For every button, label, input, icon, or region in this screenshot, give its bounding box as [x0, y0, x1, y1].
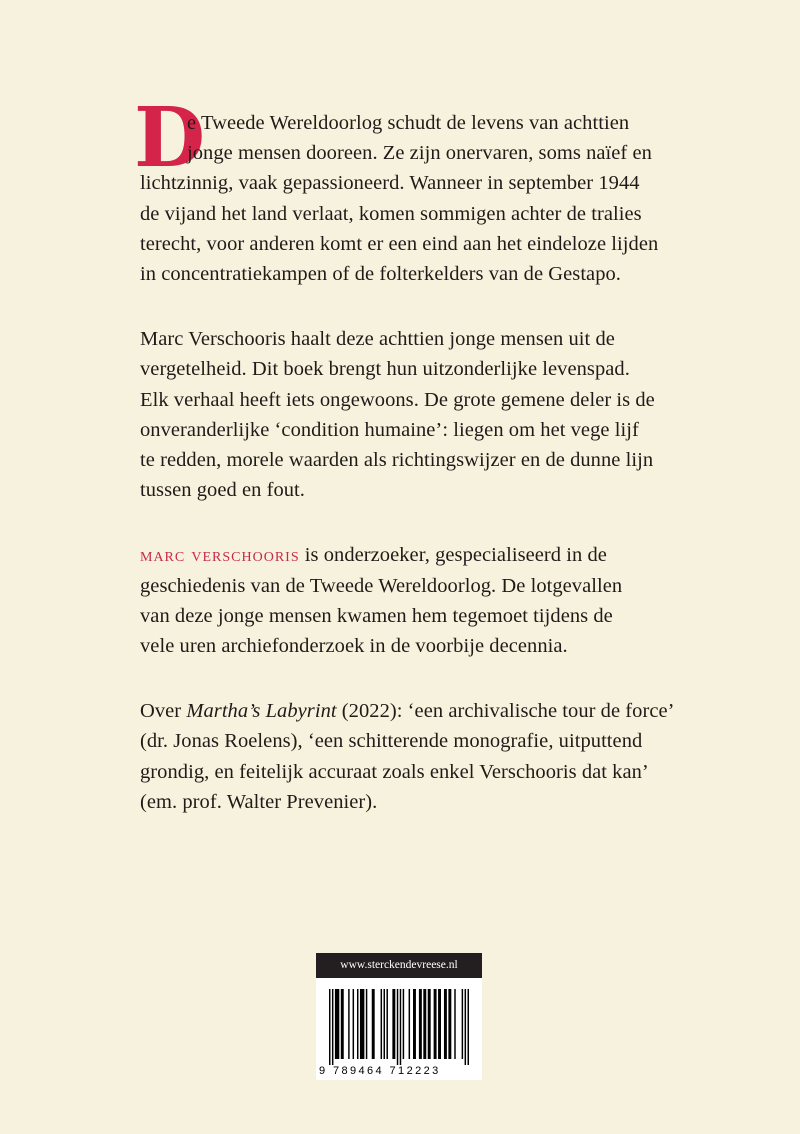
reviews-first-line	[140, 696, 700, 726]
isbn-digits: 9 789464 712223	[319, 1065, 441, 1077]
barcode-bar	[465, 989, 466, 1065]
barcode-bar	[419, 989, 422, 1059]
author-bio-line: vele uren archiefonderzoek in de voorbije decennia.	[140, 635, 568, 658]
intro-line: jonge mensen dooreen. Ze zijn onervaren, soms naïef en	[187, 142, 652, 165]
isbn-barcode	[329, 989, 469, 1065]
barcode-bar	[428, 989, 431, 1059]
barcode-bar	[384, 989, 385, 1059]
intro-line: lichtzinnig, vaak gepassioneerd. Wanneer in september 1944	[140, 172, 640, 195]
summary-line: Marc Verschooris haalt deze achttien jonge mensen uit de	[140, 328, 615, 351]
barcode-bar	[360, 989, 364, 1059]
barcode-bar	[329, 989, 330, 1065]
author-name: marc verschooris	[140, 544, 300, 567]
reviews-first-line-rest: (2022): ‘een archivalische tour de force’	[336, 700, 675, 723]
summary-line: vergetelheid. Dit boek brengt hun uitzonderlijke levenspad.	[140, 358, 630, 381]
barcode-bar	[444, 989, 447, 1059]
barcode-bar	[386, 989, 387, 1059]
barcode-bar	[468, 989, 469, 1065]
previous-book-title: Martha’s Labyrint	[186, 700, 337, 723]
barcode-bar	[366, 989, 367, 1059]
barcode-bar	[397, 989, 398, 1065]
intro-line: e Tweede Wereldoorlog schudt de levens van achttien	[187, 112, 630, 134]
reviews-line: (em. prof. Walter Prevenier).	[140, 790, 378, 813]
barcode-bar	[403, 989, 404, 1059]
summary-line: te redden, morele waarden als richtingswijzer en de dunne lijn	[140, 449, 654, 472]
barcode-bar	[341, 989, 344, 1059]
barcode-bar	[400, 989, 401, 1065]
author-bio-line: geschiedenis van de Tweede Wereldoorlog. De lotgevallen	[140, 574, 623, 597]
barcode-bar	[372, 989, 375, 1059]
intro-line: de vijand het land verlaat, komen sommigen achter de tralies	[140, 202, 642, 225]
barcode-bar	[409, 989, 410, 1059]
drop-cap: D	[134, 90, 206, 186]
summary-paragraph	[140, 324, 700, 505]
summary-line: tussen goed en fout.	[140, 479, 305, 502]
blurb-text	[140, 108, 700, 852]
summary-line: onveranderlijke ‘condition humaine’: liegen om het vege lijf	[140, 418, 639, 441]
reviews-prefix: Over	[140, 700, 187, 723]
reviews-line: (dr. Jonas Roelens), ‘een schitterende monografie, uitputtend	[140, 730, 643, 753]
barcode-panel	[316, 953, 482, 1080]
barcode-bar	[357, 989, 358, 1059]
reviews-line: grondig, en feitelijk accuraat zoals enkel Verschooris dat kan’	[140, 760, 649, 783]
barcode-bar	[448, 989, 451, 1059]
reviews-paragraph	[140, 696, 700, 817]
intro-line: terecht, voor anderen komt er een eind aan het eindeloze lijden	[140, 232, 659, 255]
publisher-url: www.sterckendevreese.nl	[316, 953, 482, 978]
author-bio-line: van deze jonge mensen kwamen hem tegemoet tijdens de	[140, 604, 613, 627]
barcode-bar	[332, 989, 333, 1065]
intro-line: in concentratiekampen of de folterkelders van de Gestapo.	[140, 263, 621, 286]
author-bio-first-line-rest: is onderzoeker, gespecialiseerd in de	[299, 544, 607, 567]
barcode-bar	[454, 989, 455, 1059]
author-bio-paragraph	[140, 540, 700, 661]
barcode-bar	[438, 989, 441, 1059]
barcode-bar	[423, 989, 426, 1059]
summary-line: Elk verhaal heeft iets ongewoons. De grote gemene deler is de	[140, 388, 655, 411]
barcode-bar	[413, 989, 416, 1059]
barcode-bar	[353, 989, 354, 1059]
barcode-bar	[381, 989, 382, 1059]
barcode-bar	[348, 989, 349, 1059]
barcode-bar	[335, 989, 339, 1059]
author-bio-first-line	[140, 540, 700, 570]
intro-paragraph	[140, 108, 700, 289]
barcode-bar	[462, 989, 463, 1059]
barcode-bar	[392, 989, 395, 1059]
barcode-bar	[434, 989, 437, 1059]
